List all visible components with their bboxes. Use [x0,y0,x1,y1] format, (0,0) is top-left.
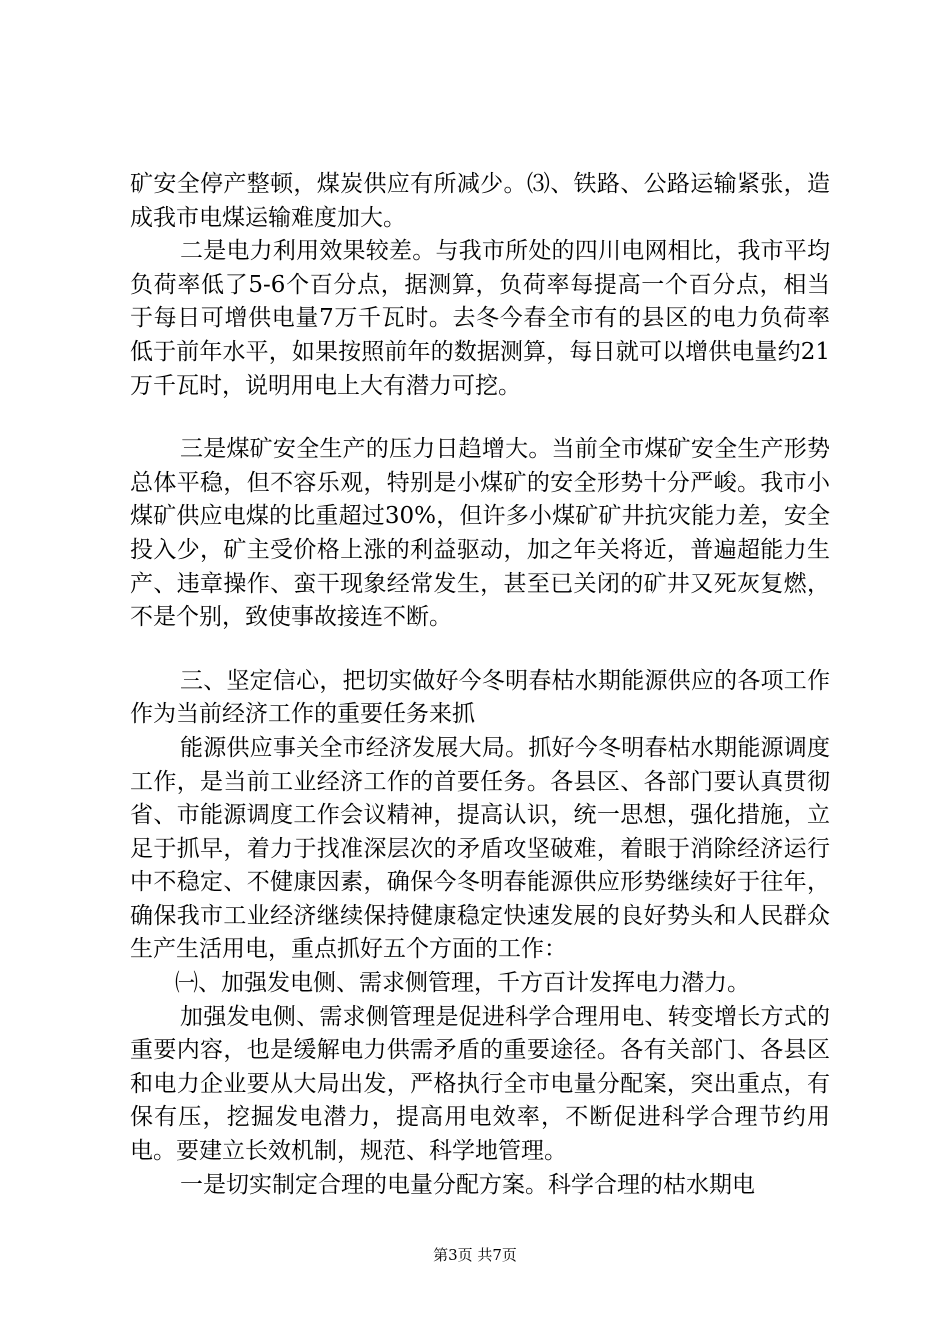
paragraph-demand-management: 加强发电侧、需求侧管理是促进科学合理用电、转变增长方式的重要内容，也是缓解电力供需矛盾的重要途径。各有关部门、各县区和电力企业要从大局出发，严格执行全市电量分配案，突出重点，有保有压，挖掘发电潜力，提高用电效率，不断促进科学合理节约用电。要建立长效机制，规范、科学地管理。 [130,1003,830,1165]
paragraph-allocation-plan: 一是切实制定合理的电量分配方案。科学合理的枯水期电 [180,1171,755,1198]
document-body [130,168,830,1202]
paragraph-energy-supply: 能源供应事关全市经济发展大局。抓好今冬明春枯水期能源调度工作，是当前工业经济工作的首要任务。各县区、各部门要认真贯彻省、市能源调度工作会议精神，提高认识，统一思想，强化措施，立足于抓早，着力于找准深层次的矛盾攻坚破难，着眼于消除经济运行中不稳定、不健康因素，确保今冬明春能源供应形势继续好于往年，确保我市工业经济继续保持健康稳定快速发展的良好势头和人民群众生产生活用电，重点抓好五个方面的工作： [130,734,830,963]
paragraph-gap [130,635,830,665]
paragraph-gap [130,403,830,433]
paragraph-power-efficiency: 二是电力利用效果较差。与我市所处的四川电网相比，我市平均负荷率低了5-6个百分点，据测算，负荷率每提高一个百分点，相当于每日可增供电量7万千瓦时。去冬今春全市有的县区的电力负荷率低于前年水平，如果按照前年的数据测算，每日就可以增供电量约21万千瓦时，说明用电上大有潜力可挖。 [130,238,830,399]
subsection-heading-one: ㈠、加强发电侧、需求侧管理，千方百计发挥电力潜力。 [175,970,750,997]
page-number: 第3页 共7页 [433,1246,517,1264]
paragraph-coal-safety: 三是煤矿安全生产的压力日趋增大。当前全市煤矿安全生产形势总体平稳，但不容乐观，特别是小煤矿的安全形势十分严峻。我市小煤矿供应电煤的比重超过30%，但许多小煤矿矿井抗灾能力差，安全投入少，矿主受价格上涨的利益驱动，加之年关将近，普遍超能力生产、违章操作、蛮干现象经常发生，甚至已关闭的矿井又死灰复燃，不是个别，致使事故接连不断。 [130,436,830,631]
section-heading-three: 三、坚定信心，把切实做好今冬明春枯水期能源供应的各项工作作为当前经济工作的重要任务来抓 [130,667,830,728]
paragraph-coal-transport: 矿安全停产整顿，煤炭供应有所减少。⑶、铁路、公路运输紧张，造成我市电煤运输难度加大。 [130,171,830,231]
